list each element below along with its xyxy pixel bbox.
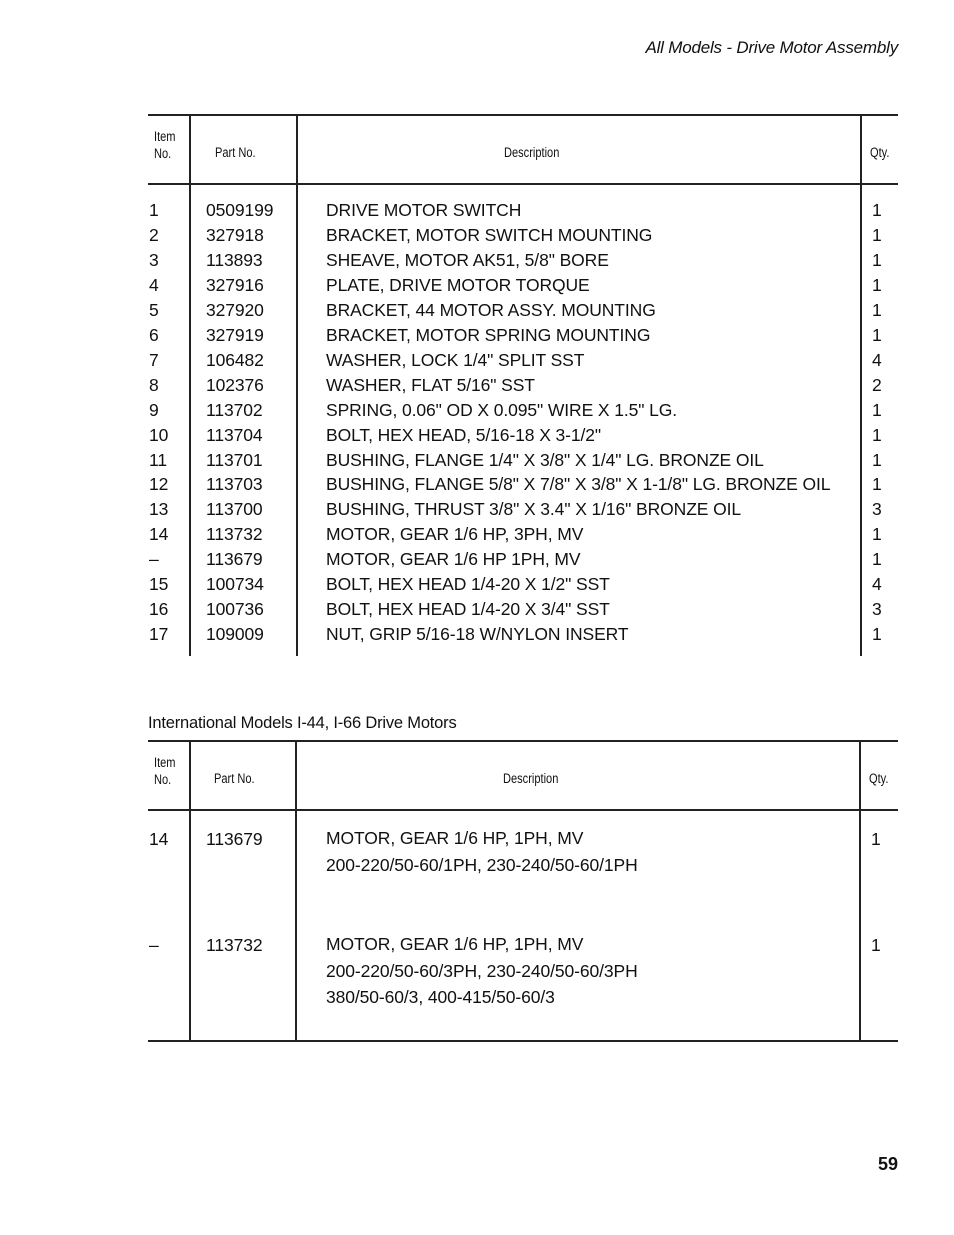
parts-table-main [148,114,898,656]
row-description: SPRING, 0.06" OD X 0.095" WIRE X 1.5" LG. [326,399,678,420]
header-qty: Qty. [869,771,889,786]
row-qty: 1 [872,324,882,345]
table-row [148,275,898,300]
row-item-no: 3 [149,249,159,270]
row-qty: 4 [872,349,882,370]
row-item-no: 14 [149,524,169,545]
row-description: MOTOR, GEAR 1/6 HP, 3PH, MV [326,524,584,545]
row-item-no: 11 [149,449,167,470]
row-qty: 1 [872,249,882,270]
table-row [148,499,898,524]
row-description: BRACKET, MOTOR SPRING MOUNTING [326,324,651,345]
row-item-no: 13 [149,499,169,520]
row-part-no: 113679 [206,549,263,570]
description-line: 380/50-60/3, 400-415/50-60/3 [326,987,555,1007]
row-item-no: 5 [149,299,159,320]
row-qty: 1 [872,274,882,295]
row-part-no: 0509199 [206,200,274,220]
row-item-no: 1 [149,200,159,220]
description-line: 200-220/50-60/3PH, 230-240/50-60/3PH [326,960,638,981]
table-row [148,300,898,325]
row-item-no: 10 [149,424,169,445]
row-description: BUSHING, THRUST 3/8" X 3.4" X 1/16" BRONZE OIL [326,499,742,520]
table-row [148,225,898,250]
row-qty: 1 [872,299,882,320]
row-item-no: 2 [149,224,159,245]
row-part-no: 327916 [206,274,264,295]
description-line: 200-220/50-60/1PH, 230-240/50-60/1PH [326,854,638,875]
row-part-no: 327918 [206,224,264,245]
table-row [148,325,898,350]
header-description: Description [504,145,560,160]
row-description: MOTOR, GEAR 1/6 HP 1PH, MV [326,549,581,570]
header-qty: Qty. [870,145,890,160]
row-description [326,825,638,878]
table-top-rule [148,740,898,742]
row-description: WASHER, LOCK 1/4" SPLIT SST [326,349,585,370]
section-title: International Models I-44, I-66 Drive Motors [148,714,457,732]
header-part-no: Part No. [214,771,255,786]
table-row [148,624,898,649]
row-description: BRACKET, MOTOR SWITCH MOUNTING [326,224,653,245]
table-row [148,425,898,450]
row-qty: 1 [872,549,882,570]
row-item-no: 7 [149,349,159,370]
row-qty: 1 [872,449,882,470]
row-item-no: – [149,935,159,955]
header-item-no: Item No. [154,755,176,787]
row-qty: 1 [872,524,882,545]
row-description: SHEAVE, MOTOR AK51, 5/8" BORE [326,249,609,270]
row-item-no: 8 [149,374,159,395]
row-part-no: 102376 [206,374,264,395]
row-qty: 1 [871,829,881,849]
row-description: BRACKET, 44 MOTOR ASSY. MOUNTING [326,299,656,320]
row-part-no: 100736 [206,599,264,620]
row-description: BUSHING, FLANGE 5/8" X 7/8" X 3/8" X 1-1/8" LG. BRONZE OIL [326,474,831,495]
row-qty: 1 [872,474,882,495]
page-header-title: All Models - Drive Motor Assembly [645,38,898,57]
row-part-no: 100734 [206,574,264,595]
row-part-no: 113704 [206,424,263,445]
row-qty: 1 [872,624,882,645]
row-part-no: 113702 [206,399,263,420]
row-item-no: 17 [149,624,169,645]
row-part-no: 106482 [206,349,264,370]
row-item-no: 15 [149,574,169,595]
row-item-no: 4 [149,274,159,295]
description-line: MOTOR, GEAR 1/6 HP, 1PH, MV [326,828,584,848]
row-part-no: 113893 [206,249,263,270]
row-description: DRIVE MOTOR SWITCH [326,200,522,220]
row-part-no: 113701 [206,449,263,470]
column-divider [189,740,191,1042]
row-description [326,931,638,1011]
row-part-no: 113732 [206,524,263,545]
row-qty: 1 [872,200,882,220]
row-item-no: – [149,549,159,570]
table-top-rule [148,114,898,116]
table-row [148,599,898,624]
table-row [148,524,898,549]
row-part-no: 113679 [206,829,263,849]
table-row [148,250,898,275]
table-row [148,934,898,1007]
table-row [148,549,898,574]
row-description: BOLT, HEX HEAD 1/4-20 X 3/4" SST [326,599,610,620]
column-divider [859,740,861,1042]
row-qty: 2 [872,374,882,395]
column-divider [295,740,297,1042]
header-part-no: Part No. [215,145,256,160]
table-row [148,474,898,499]
row-description: BUSHING, FLANGE 1/4" X 3/8" X 1/4" LG. BRONZE OIL [326,449,764,470]
table-row [148,350,898,375]
row-qty: 1 [872,424,882,445]
row-part-no: 113700 [206,499,263,520]
row-part-no: 109009 [206,624,264,645]
table-row [148,200,898,225]
row-qty: 1 [872,224,882,245]
row-item-no: 14 [149,829,169,849]
row-description: WASHER, FLAT 5/16" SST [326,374,535,395]
row-qty: 3 [872,599,882,620]
table-row [148,828,898,875]
header-item-no: Item No. [154,129,176,161]
row-qty: 1 [872,399,882,420]
header-description: Description [503,771,559,786]
row-part-no: 327920 [206,299,264,320]
row-item-no: 9 [149,399,159,420]
row-item-no: 6 [149,324,159,345]
table-header-rule [148,809,898,811]
table-row [148,574,898,599]
row-part-no: 113732 [206,935,263,955]
parts-table-international [148,740,898,1042]
row-qty: 4 [872,574,882,595]
row-qty: 3 [872,499,882,520]
table-header-rule [148,183,898,185]
row-item-no: 16 [149,599,169,620]
row-part-no: 113703 [206,474,263,495]
row-description: PLATE, DRIVE MOTOR TORQUE [326,274,590,295]
row-description: NUT, GRIP 5/16-18 W/NYLON INSERT [326,624,629,645]
table-bottom-rule [148,1040,898,1042]
row-description: BOLT, HEX HEAD, 5/16-18 X 3-1/2" [326,424,602,445]
table-row [148,375,898,400]
row-qty: 1 [871,935,881,955]
table-row [148,450,898,475]
description-line: MOTOR, GEAR 1/6 HP, 1PH, MV [326,934,584,954]
table-row [148,400,898,425]
row-description: BOLT, HEX HEAD 1/4-20 X 1/2" SST [326,574,610,595]
row-item-no: 12 [149,474,169,495]
page-number: 59 [877,1154,898,1174]
row-part-no: 327919 [206,324,264,345]
